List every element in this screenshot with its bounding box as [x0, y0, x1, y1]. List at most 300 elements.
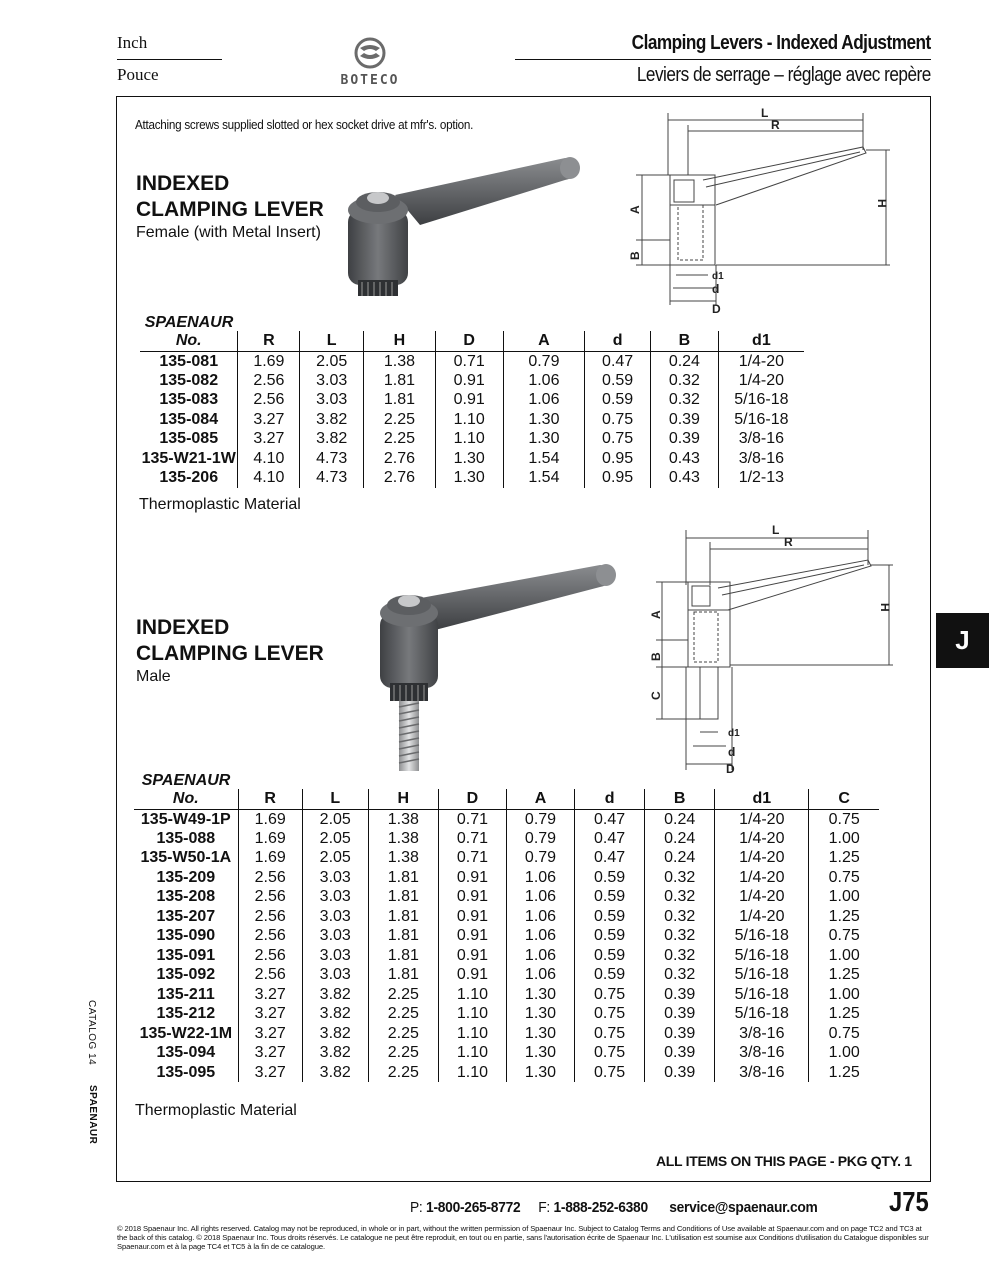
cell-d: 0.59: [575, 926, 645, 946]
cell-l: 3.03: [302, 965, 368, 985]
cell-d: 0.75: [585, 429, 651, 449]
cell-r: 2.56: [238, 965, 302, 985]
cell-b: 0.39: [645, 1024, 715, 1044]
table-row: [134, 926, 879, 946]
cell-d1: 5/16-18: [718, 410, 804, 430]
cell-b: 0.39: [645, 1063, 715, 1083]
cell-a: 1.30: [506, 1024, 574, 1044]
cell-h: 2.25: [368, 985, 438, 1005]
dim-label-R-2: R: [784, 535, 793, 549]
cell-r: 3.27: [238, 1043, 302, 1063]
part-number: 135-W22-1M: [139, 1024, 233, 1042]
cell-b: 0.32: [645, 965, 715, 985]
section2-material: Thermoplastic Material: [135, 1102, 297, 1119]
dim-label-d-2: d: [728, 745, 736, 759]
fax-number: 1-888-252-6380: [553, 1199, 648, 1216]
cell-c: 0.75: [809, 926, 879, 946]
cell-h: 1.81: [368, 946, 438, 966]
pkg-qty-note: ALL ITEMS ON THIS PAGE - PKG QTY. 1: [656, 1153, 912, 1169]
male-lever-diagram: [648, 520, 898, 780]
cell-h: 2.25: [364, 410, 436, 430]
cell-c: 1.25: [809, 1063, 879, 1083]
cell-d1: 1/4-20: [715, 809, 809, 829]
cell-h: 2.76: [364, 449, 436, 469]
table-row: [134, 946, 879, 966]
cell-d: 0.59: [575, 887, 645, 907]
cell-l: 3.82: [302, 1043, 368, 1063]
cell-r: 2.56: [238, 371, 300, 391]
cell-d: 0.95: [585, 468, 651, 488]
cell-h: 1.38: [368, 829, 438, 849]
copyright-notice: © 2018 Spaenaur Inc. All rights reserved. Catalog may not be reproduced, in whole or in part, without the written permission of Spaenaur Inc. Subject to Catalog Terms and Conditions of Use available at Spaenaur.com and on page TC2 and TC3 at the back of this catalog. © 2018 Spaenaur Inc. Tous droits réservés. Le catalogue ne peut être reproduit, en tout ou en partie, sans l'autorisation écrite de Spaenaur Inc. L'utilisation est soumise aux Conditions d'utilisation du Catalogue disponibles sur Spaenaur.com et à la page TC4 et TC5 à la fin de ce catalogue.: [117, 1224, 929, 1251]
cell-h: 1.81: [368, 926, 438, 946]
cell-c: 1.00: [809, 1043, 879, 1063]
table-row: [140, 468, 804, 488]
part-number: 135-095: [156, 1063, 216, 1081]
cell-b: 0.24: [645, 848, 715, 868]
table2-brand-header: SPAENAUR: [141, 772, 231, 789]
column-header-h: H: [368, 789, 438, 809]
table1-brand-header: SPAENAUR: [144, 314, 234, 331]
cell-b: 0.43: [651, 468, 719, 488]
cell-l: 2.05: [302, 809, 368, 829]
cell-d: 0.75: [575, 985, 645, 1005]
page-title-fr: Leviers de serrage – réglage avec repère: [637, 64, 931, 86]
cell-r: 3.27: [238, 985, 302, 1005]
table1-no-header: No.: [140, 331, 238, 351]
column-header-l: L: [302, 789, 368, 809]
part-number: 135-211: [156, 985, 215, 1003]
cell-d: 0.59: [585, 390, 651, 410]
table-row: [134, 829, 879, 849]
table-row: [134, 907, 879, 927]
cell-r: 4.10: [238, 468, 300, 488]
cell-d: 0.47: [575, 848, 645, 868]
cell-d1: 1/2-13: [718, 468, 804, 488]
table-row: [134, 1024, 879, 1044]
column-header-a: A: [506, 789, 574, 809]
phone-label: P:: [410, 1199, 423, 1216]
column-header-b: B: [651, 331, 719, 351]
logo-text: BOTECO: [340, 73, 400, 88]
cell-d1: 1/4-20: [715, 868, 809, 888]
cell-b: 0.24: [645, 809, 715, 829]
cell-h: 2.25: [368, 1004, 438, 1024]
phone-number[interactable]: 1-800-265-8772: [426, 1199, 521, 1216]
cell-d: 0.91: [438, 907, 506, 927]
dim-label-R: R: [771, 118, 780, 132]
part-number: 135-208: [156, 888, 216, 906]
dim-label-D: D: [712, 302, 721, 315]
cell-d1: 5/16-18: [715, 946, 809, 966]
cell-l: 3.82: [300, 410, 364, 430]
part-number: 135-082: [159, 371, 219, 389]
dim-label-H-2: H: [878, 603, 892, 612]
part-number: 135-209: [156, 868, 216, 886]
column-header-b: B: [645, 789, 715, 809]
cell-c: 0.75: [809, 1024, 879, 1044]
cell-d: 0.91: [435, 390, 503, 410]
cell-a: 1.30: [506, 1043, 574, 1063]
cell-l: 4.73: [300, 449, 364, 469]
cell-b: 0.32: [651, 390, 719, 410]
cell-d1: 5/16-18: [718, 390, 804, 410]
cell-d1: 1/4-20: [715, 829, 809, 849]
header-rule-right: [515, 59, 931, 60]
cell-r: 2.56: [238, 907, 302, 927]
cell-d: 1.10: [435, 410, 503, 430]
cell-b: 0.32: [645, 907, 715, 927]
cell-l: 3.82: [300, 429, 364, 449]
cell-c: 1.00: [809, 887, 879, 907]
cell-d: 0.47: [575, 809, 645, 829]
dim-label-C-2: C: [649, 691, 663, 700]
cell-r: 3.27: [238, 1024, 302, 1044]
cell-d: 0.59: [585, 371, 651, 391]
cell-r: 1.69: [238, 351, 300, 371]
cell-d: 0.71: [438, 848, 506, 868]
cell-r: 1.69: [238, 829, 302, 849]
table-row: [134, 1043, 879, 1063]
cell-r: 1.69: [238, 848, 302, 868]
cell-h: 1.81: [368, 887, 438, 907]
cell-c: 0.75: [809, 809, 879, 829]
cell-h: 1.81: [368, 868, 438, 888]
cell-d: 0.91: [438, 868, 506, 888]
column-header-h: H: [364, 331, 436, 351]
dim-label-L: L: [761, 106, 769, 120]
cell-d: 0.75: [575, 1024, 645, 1044]
cell-b: 0.24: [645, 829, 715, 849]
dim-label-D-2: D: [726, 762, 735, 776]
dim-label-B-2: B: [649, 652, 663, 661]
cell-h: 2.25: [368, 1024, 438, 1044]
cell-c: 1.25: [809, 965, 879, 985]
cell-r: 3.27: [238, 429, 300, 449]
cell-l: 3.82: [302, 1004, 368, 1024]
cell-c: 1.25: [809, 907, 879, 927]
cell-c: 1.25: [809, 1004, 879, 1024]
section2-title-line2: CLAMPING LEVER: [136, 642, 324, 665]
cell-b: 0.32: [645, 887, 715, 907]
table-row: [140, 351, 804, 371]
cell-a: 0.79: [503, 351, 585, 371]
section1-title: [136, 171, 324, 223]
cell-a: 0.79: [506, 809, 574, 829]
cell-l: 3.03: [302, 868, 368, 888]
cell-d1: 5/16-18: [715, 926, 809, 946]
cell-l: 3.82: [302, 1063, 368, 1083]
header-rule-left: [117, 59, 222, 60]
cell-b: 0.32: [645, 926, 715, 946]
male-lever-photo: [370, 555, 620, 775]
section-tab-j[interactable]: J: [936, 613, 989, 668]
cell-r: 3.27: [238, 1063, 302, 1083]
table2-header-row: [134, 789, 879, 809]
cell-d1: 3/8-16: [718, 449, 804, 469]
cell-l: 3.03: [300, 390, 364, 410]
unit-label-inch: Inch: [117, 33, 148, 52]
cell-d: 0.59: [575, 965, 645, 985]
section2-title: [136, 615, 324, 667]
cell-d: 1.10: [438, 1024, 506, 1044]
cell-b: 0.43: [651, 449, 719, 469]
part-number: 135-085: [159, 430, 219, 448]
part-number: 135-088: [156, 829, 216, 847]
cell-d1: 5/16-18: [715, 1004, 809, 1024]
part-number: 135-W49-1P: [140, 810, 231, 828]
cell-a: 1.30: [506, 1063, 574, 1083]
column-header-a: A: [503, 331, 585, 351]
part-number: 135-206: [159, 469, 219, 487]
cell-a: 1.30: [503, 429, 585, 449]
cell-l: 3.03: [302, 946, 368, 966]
page-number: J75: [889, 1186, 929, 1217]
section2-title-line1: INDEXED: [136, 616, 230, 639]
dim-label-A-2: A: [649, 610, 663, 619]
cell-d1: 3/8-16: [715, 1043, 809, 1063]
table-row: [134, 887, 879, 907]
column-header-c: C: [809, 789, 879, 809]
part-number: 135-212: [156, 1005, 216, 1023]
cell-a: 0.79: [506, 829, 574, 849]
dim-label-B: B: [628, 251, 642, 260]
female-lever-photo: [340, 150, 590, 300]
email-link[interactable]: service@spaenaur.com: [669, 1199, 818, 1216]
cell-h: 1.38: [368, 809, 438, 829]
cell-d: 0.95: [585, 449, 651, 469]
cell-d1: 3/8-16: [718, 429, 804, 449]
part-number: 135-091: [156, 946, 216, 964]
column-header-d1: d1: [718, 331, 804, 351]
cell-r: 4.10: [238, 449, 300, 469]
table2-no-header: No.: [134, 789, 238, 809]
part-number: 135-207: [156, 907, 216, 925]
cell-d: 0.59: [575, 946, 645, 966]
part-number: 135-W50-1A: [140, 849, 232, 867]
section1-material: Thermoplastic Material: [139, 496, 301, 513]
male-spec-table: [134, 773, 879, 1082]
cell-h: 2.25: [368, 1063, 438, 1083]
part-number: 135-084: [159, 410, 219, 428]
side-catalog-label: CATALOG 14: [86, 1000, 97, 1066]
page-title-en: Clamping Levers - Indexed Adjustment: [631, 32, 931, 54]
column-header-d: d: [585, 331, 651, 351]
cell-d: 0.75: [575, 1043, 645, 1063]
cell-l: 3.03: [300, 371, 364, 391]
cell-d1: 5/16-18: [715, 965, 809, 985]
cell-b: 0.24: [651, 351, 719, 371]
cell-a: 1.06: [503, 390, 585, 410]
table-row: [134, 868, 879, 888]
table-row: [134, 985, 879, 1005]
cell-h: 1.81: [368, 965, 438, 985]
dim-label-A: A: [628, 205, 642, 214]
table-row: [134, 965, 879, 985]
cell-d: 1.30: [435, 468, 503, 488]
cell-a: 1.06: [506, 946, 574, 966]
cell-h: 2.25: [364, 429, 436, 449]
cell-a: 1.06: [506, 907, 574, 927]
table-row: [134, 848, 879, 868]
cell-d: 1.10: [435, 429, 503, 449]
cell-a: 1.30: [506, 985, 574, 1005]
cell-a: 1.06: [506, 926, 574, 946]
cell-a: 1.54: [503, 468, 585, 488]
cell-d: 0.75: [585, 410, 651, 430]
table-row: [134, 1063, 879, 1083]
part-number: 135-W21-1W: [141, 449, 236, 467]
cell-d: 0.47: [575, 829, 645, 849]
table-row: [140, 429, 804, 449]
cell-c: 1.00: [809, 829, 879, 849]
cell-d: 0.59: [575, 868, 645, 888]
part-number: 135-092: [156, 966, 216, 984]
cell-d1: 5/16-18: [715, 985, 809, 1005]
column-header-r: R: [238, 331, 300, 351]
column-header-l: L: [300, 331, 364, 351]
cell-r: 2.56: [238, 868, 302, 888]
fax-label: F:: [538, 1199, 550, 1216]
cell-b: 0.39: [651, 429, 719, 449]
cell-b: 0.39: [645, 985, 715, 1005]
cell-d: 0.91: [435, 371, 503, 391]
female-spec-table: [140, 315, 804, 488]
cell-b: 0.32: [645, 868, 715, 888]
cell-d1: 1/4-20: [715, 848, 809, 868]
cell-l: 3.03: [302, 907, 368, 927]
cell-d: 0.91: [438, 887, 506, 907]
cell-h: 2.76: [364, 468, 436, 488]
cell-b: 0.39: [645, 1004, 715, 1024]
cell-r: 3.27: [238, 410, 300, 430]
cell-d: 1.10: [438, 1043, 506, 1063]
cell-d: 1.10: [438, 1004, 506, 1024]
cell-d1: 1/4-20: [715, 887, 809, 907]
cell-h: 1.38: [364, 351, 436, 371]
cell-d1: 3/8-16: [715, 1024, 809, 1044]
cell-a: 1.06: [506, 965, 574, 985]
cell-d: 0.59: [575, 907, 645, 927]
cell-b: 0.32: [651, 371, 719, 391]
cell-d: 1.30: [435, 449, 503, 469]
cell-d1: 3/8-16: [715, 1063, 809, 1083]
cell-d: 0.75: [575, 1004, 645, 1024]
cell-r: 2.56: [238, 926, 302, 946]
unit-label-pouce: Pouce: [117, 65, 159, 84]
dim-label-H: H: [875, 199, 889, 208]
cell-l: 3.82: [302, 985, 368, 1005]
cell-d: 0.75: [575, 1063, 645, 1083]
table-row: [140, 390, 804, 410]
part-number: 135-081: [159, 352, 219, 370]
cell-a: 1.54: [503, 449, 585, 469]
cell-d: 0.91: [438, 946, 506, 966]
cell-l: 3.82: [302, 1024, 368, 1044]
cell-d: 0.71: [438, 829, 506, 849]
cell-d: 0.71: [435, 351, 503, 371]
column-header-d1: d1: [715, 789, 809, 809]
cell-c: 1.25: [809, 848, 879, 868]
attaching-screws-note: Attaching screws supplied slotted or hex socket drive at mfr's. option.: [135, 117, 474, 132]
cell-d: 0.91: [438, 965, 506, 985]
cell-r: 3.27: [238, 1004, 302, 1024]
dim-label-L-2: L: [772, 523, 780, 537]
section1-subtitle: Female (with Metal Insert): [136, 224, 321, 241]
side-brand-label: SPAENAUR: [87, 1085, 98, 1145]
dim-label-d1: d1: [712, 271, 724, 282]
female-lever-diagram: [628, 105, 893, 315]
table-row: [140, 371, 804, 391]
column-header-d: d: [575, 789, 645, 809]
column-header-d: D: [438, 789, 506, 809]
cell-d1: 1/4-20: [715, 907, 809, 927]
part-number: 135-094: [156, 1044, 216, 1062]
cell-l: 3.03: [302, 926, 368, 946]
cell-h: 1.81: [364, 371, 436, 391]
cell-c: 1.00: [809, 946, 879, 966]
cell-l: 2.05: [302, 829, 368, 849]
cell-a: 1.30: [506, 1004, 574, 1024]
section2-subtitle: Male: [136, 668, 171, 685]
footer-contact: [410, 1199, 818, 1216]
cell-r: 2.56: [238, 887, 302, 907]
cell-c: 1.00: [809, 985, 879, 1005]
cell-r: 1.69: [238, 809, 302, 829]
part-number: 135-083: [159, 391, 219, 409]
cell-d1: 1/4-20: [718, 351, 804, 371]
boteco-logo: [318, 36, 422, 88]
column-header-d: D: [435, 331, 503, 351]
cell-h: 1.81: [364, 390, 436, 410]
table-row: [140, 449, 804, 469]
cell-l: 2.05: [300, 351, 364, 371]
cell-b: 0.32: [645, 946, 715, 966]
dim-label-d: d: [712, 282, 720, 296]
cell-r: 2.56: [238, 390, 300, 410]
cell-l: 2.05: [302, 848, 368, 868]
cell-h: 2.25: [368, 1043, 438, 1063]
cell-a: 1.30: [503, 410, 585, 430]
part-number: 135-090: [156, 927, 216, 945]
dim-label-d1-2: d1: [728, 728, 740, 739]
cell-b: 0.39: [651, 410, 719, 430]
table-row: [134, 809, 879, 829]
cell-a: 1.06: [506, 868, 574, 888]
cell-d: 1.10: [438, 1063, 506, 1083]
column-header-r: R: [238, 789, 302, 809]
table1-header-row: [140, 331, 804, 351]
cell-a: 1.06: [503, 371, 585, 391]
section1-title-line2: CLAMPING LEVER: [136, 198, 324, 221]
table-row: [134, 1004, 879, 1024]
cell-d: 0.71: [438, 809, 506, 829]
cell-d: 1.10: [438, 985, 506, 1005]
cell-r: 2.56: [238, 946, 302, 966]
cell-a: 1.06: [506, 887, 574, 907]
cell-c: 0.75: [809, 868, 879, 888]
cell-d: 0.91: [438, 926, 506, 946]
cell-d: 0.47: [585, 351, 651, 371]
cell-b: 0.39: [645, 1043, 715, 1063]
section1-title-line1: INDEXED: [136, 172, 230, 195]
table-row: [140, 410, 804, 430]
cell-l: 4.73: [300, 468, 364, 488]
cell-l: 3.03: [302, 887, 368, 907]
cell-d1: 1/4-20: [718, 371, 804, 391]
cell-h: 1.81: [368, 907, 438, 927]
cell-a: 0.79: [506, 848, 574, 868]
